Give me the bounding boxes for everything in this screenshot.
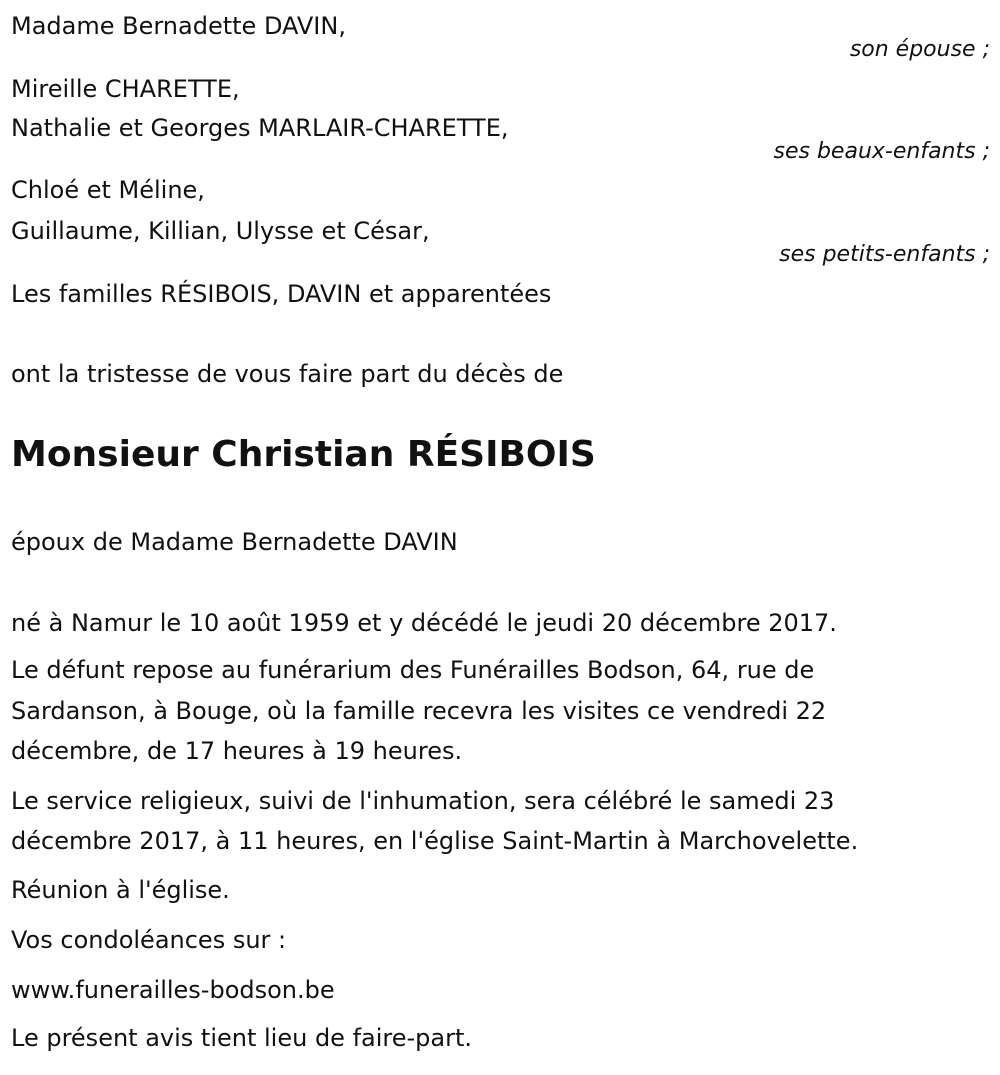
visitation-line: Sardanson, à Bouge, où la famille recevra les visites ce vendredi 22 bbox=[11, 697, 827, 725]
grandchild-name: Guillaume, Killian, Ulysse et César, bbox=[11, 217, 430, 245]
service-line: Le service religieux, suivi de l'inhumation, sera célébré le samedi 23 bbox=[11, 787, 835, 815]
visitation-line: Le défunt repose au funérarium des Funérailles Bodson, 64, rue de bbox=[11, 656, 815, 684]
announcement-intro: ont la tristesse de vous faire part du décès de bbox=[11, 360, 564, 388]
visitation-line: décembre, de 17 heures à 19 heures. bbox=[11, 737, 463, 765]
role-stepchildren: ses beaux-enfants ; bbox=[773, 139, 990, 164]
spouse-name: Madame Bernadette DAVIN, bbox=[11, 12, 346, 40]
role-spouse: son épouse ; bbox=[849, 37, 990, 62]
website-link[interactable]: www.funerailles-bodson.be bbox=[11, 976, 335, 1004]
closing-line: Le présent avis tient lieu de faire-part. bbox=[11, 1024, 473, 1052]
spouse-line: époux de Madame Bernadette DAVIN bbox=[11, 528, 458, 556]
grandchild-name: Chloé et Méline, bbox=[11, 176, 205, 204]
birth-death-line: né à Namur le 10 août 1959 et y décédé le jeudi 20 décembre 2017. bbox=[11, 609, 837, 637]
families-line: Les familles RÉSIBOIS, DAVIN et apparentées bbox=[11, 280, 552, 308]
stepchild-name: Mireille CHARETTE, bbox=[11, 75, 240, 103]
meeting-line: Réunion à l'église. bbox=[11, 876, 230, 904]
service-line: décembre 2017, à 11 heures, en l'église Saint-Martin à Marchovelette. bbox=[11, 827, 859, 855]
deceased-name: Monsieur Christian RÉSIBOIS bbox=[11, 434, 596, 475]
role-grandchildren: ses petits-enfants ; bbox=[779, 242, 990, 267]
stepchild-name: Nathalie et Georges MARLAIR-CHARETTE, bbox=[11, 114, 509, 142]
condolences-label: Vos condoléances sur : bbox=[11, 926, 287, 954]
